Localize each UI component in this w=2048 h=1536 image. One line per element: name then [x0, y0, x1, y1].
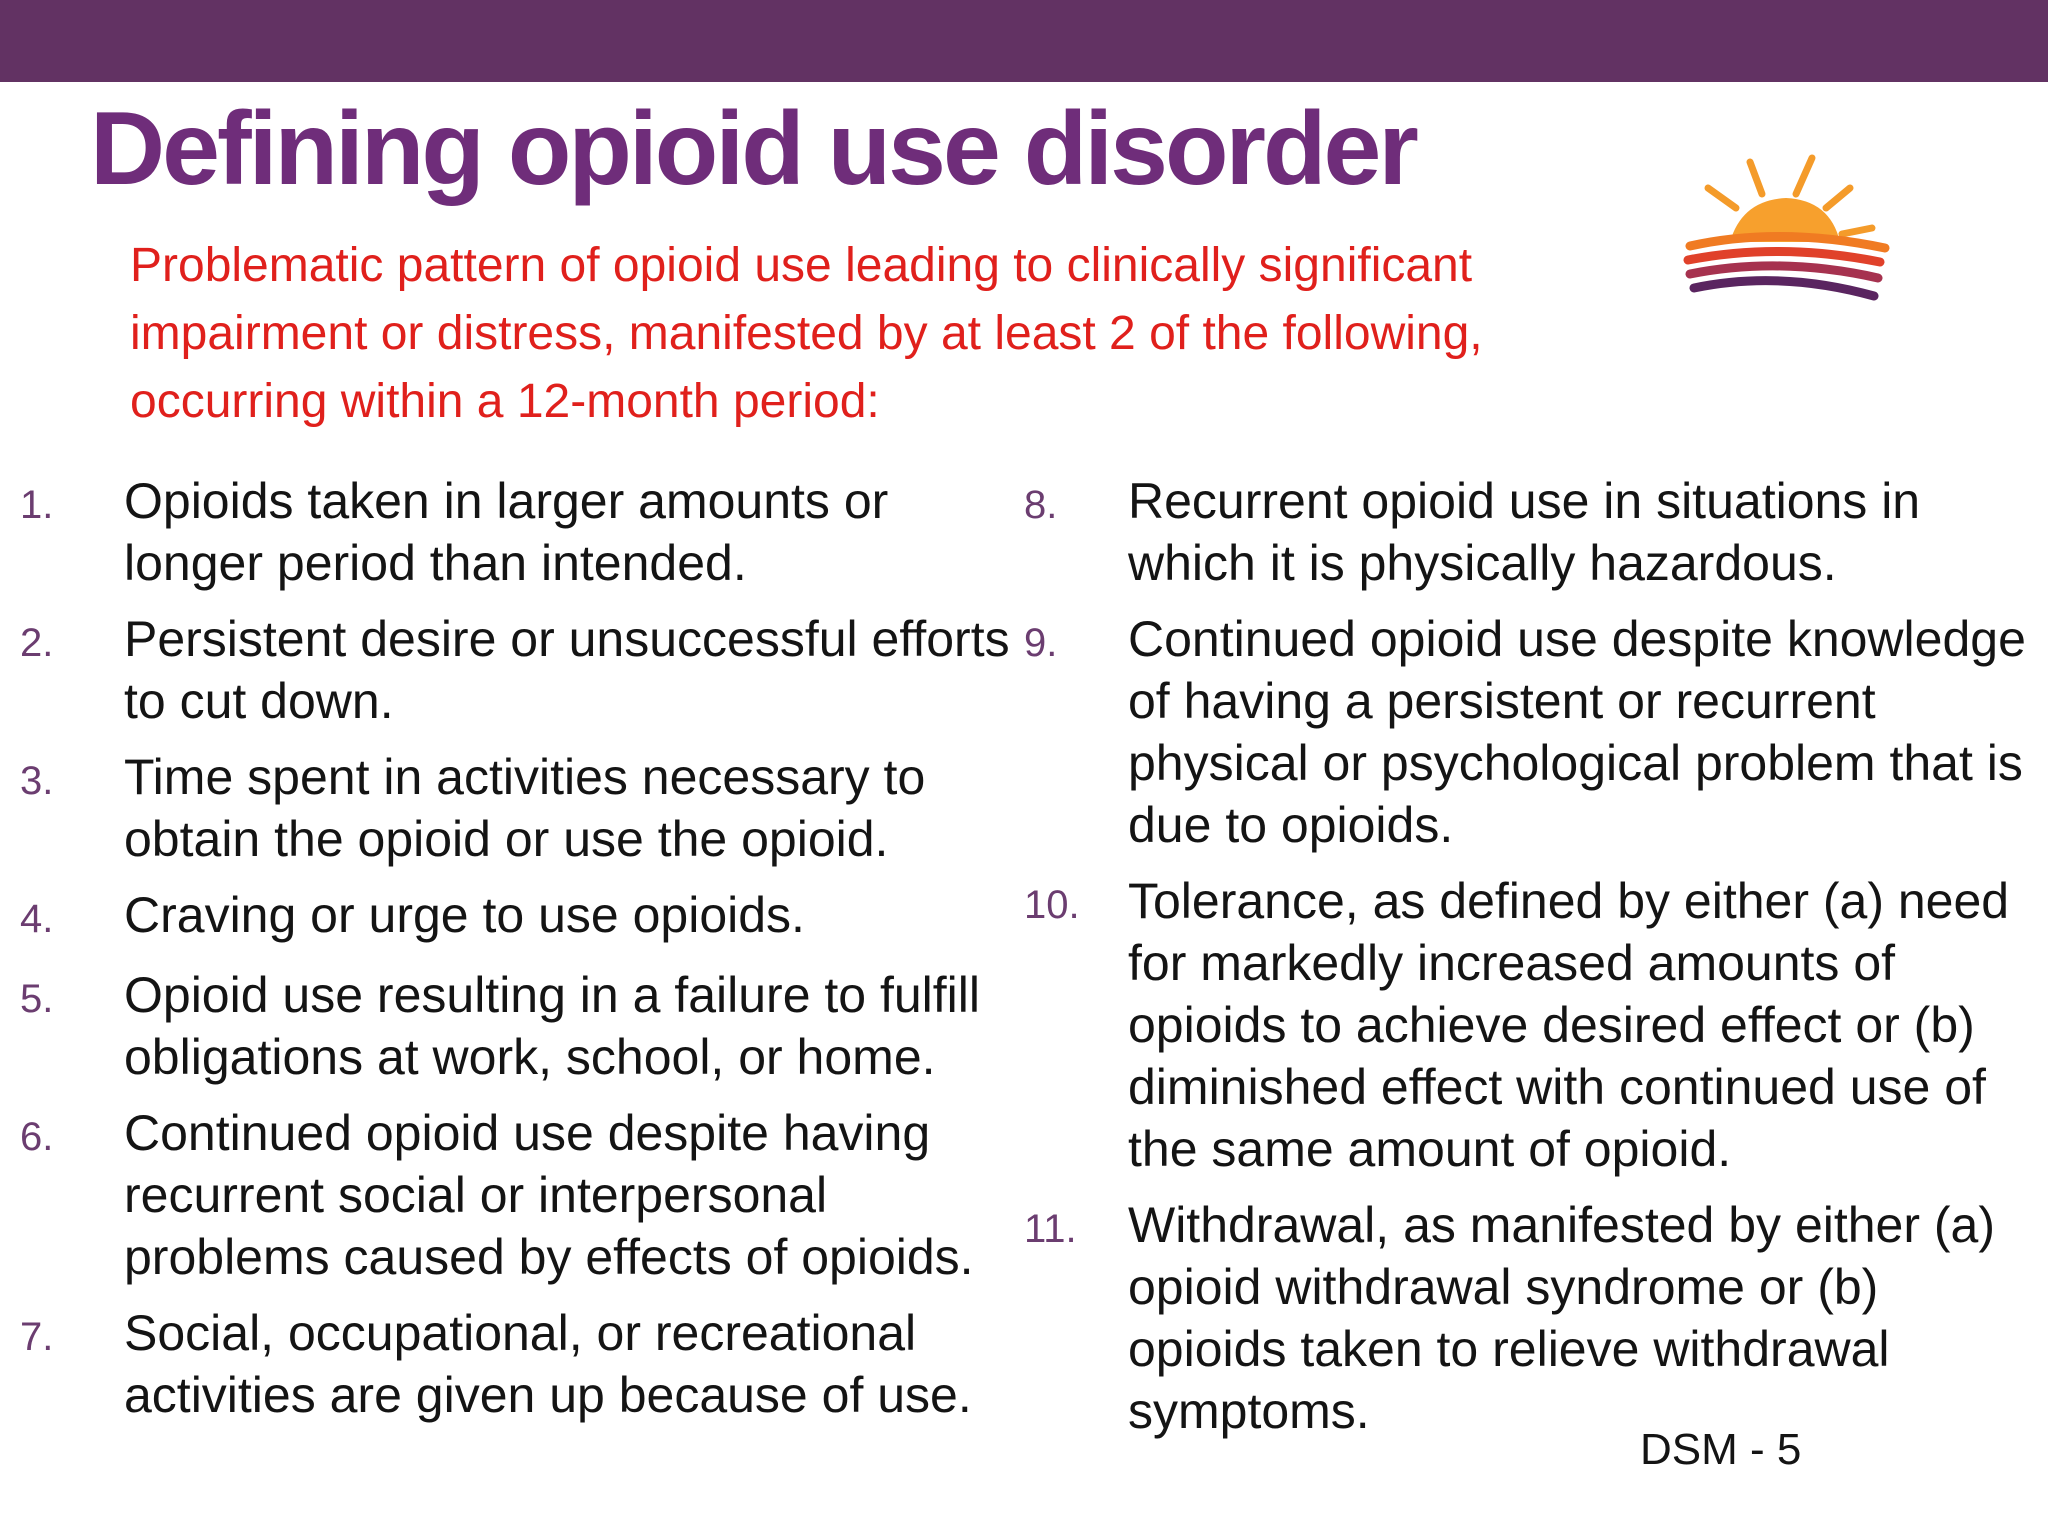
- list-item-number: 3.: [20, 759, 54, 803]
- list-item-text: Continued opioid use despite having recurrent social or interpersonal problems caused by effects of opioids.: [124, 1105, 974, 1285]
- slide-subtitle: Problematic pattern of opioid use leading to clinically significant impairment or distress, manifested by at least 2 of the following, occurring within a 12-month period:: [130, 239, 1483, 428]
- list-item-text: Tolerance, as defined by either (a) need for markedly increased amounts of opioids to achieve desired effect or (b) diminished effect with continued use of the same amount of opioid.: [1128, 873, 2010, 1177]
- list-item-number: 1.: [20, 483, 54, 527]
- list-item-number: 11.: [1024, 1207, 1077, 1251]
- list-item-text: Continued opioid use despite knowledge of having a persistent or recurrent physical or psychological problem that is due to opioids.: [1128, 611, 2026, 853]
- list-item-text: Recurrent opioid use in situations in which it is physically hazardous.: [1128, 473, 1921, 591]
- list-item: [1024, 1194, 2034, 1442]
- rising-sun-logo-icon: [1680, 150, 1920, 310]
- list-item: [1024, 870, 2034, 1180]
- list-item-number: 8.: [1024, 483, 1058, 527]
- criteria-list-left: [20, 470, 1020, 1440]
- list-item-text: Opioid use resulting in a failure to fulfill obligations at work, school, or home.: [124, 967, 981, 1085]
- source-label: DSM - 5: [1640, 1425, 1802, 1474]
- list-item: [20, 470, 1020, 594]
- list-item-text: Opioids taken in larger amounts or longer period than intended.: [124, 473, 889, 591]
- list-item-text: Persistent desire or unsuccessful efforts to cut down.: [124, 611, 1010, 729]
- list-item: [20, 1102, 1020, 1288]
- list-item-number: 9.: [1024, 621, 1058, 665]
- list-item-number: 6.: [20, 1115, 54, 1159]
- list-item-number: 4.: [20, 897, 54, 941]
- list-item-number: 5.: [20, 977, 54, 1021]
- list-item-text: Social, occupational, or recreational activities are given up because of use.: [124, 1305, 972, 1423]
- list-item: [1024, 470, 2034, 594]
- list-item: [20, 884, 1020, 950]
- list-item-text: Craving or urge to use opioids.: [124, 887, 805, 943]
- list-item: [20, 746, 1020, 870]
- slide-title: Defining opioid use disorder: [90, 91, 1416, 207]
- list-item: [20, 964, 1020, 1088]
- top-bar: [0, 0, 2048, 82]
- list-item-number: 2.: [20, 621, 54, 665]
- list-item-text: Withdrawal, as manifested by either (a) opioid withdrawal syndrome or (b) opioids taken to relieve withdrawal symptoms.: [1128, 1197, 1996, 1439]
- list-item-text: Time spent in activities necessary to obtain the opioid or use the opioid.: [124, 749, 926, 867]
- list-item: [20, 1302, 1020, 1426]
- list-item-number: 10.: [1024, 883, 1080, 927]
- list-item: [1024, 608, 2034, 856]
- list-item-number: 7.: [20, 1315, 54, 1359]
- criteria-list-right: [1024, 470, 2034, 1456]
- list-item: [20, 608, 1020, 732]
